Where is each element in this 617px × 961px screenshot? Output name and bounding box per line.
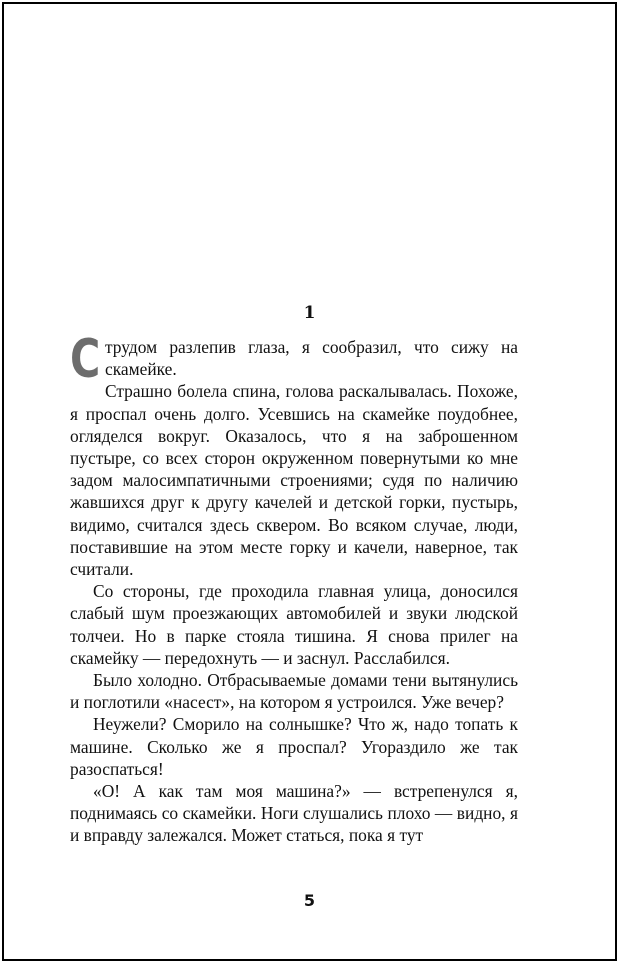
page-number: 5: [303, 891, 316, 910]
paragraph-3: Со стороны, где проходила главная улица, доносился слабый шум проезжающих автомобилей и звуки людской толчеи. Но в парке стояла тишина. Я снова прилег на скамейку — передохнуть — и заснул. Расслабился.: [70, 581, 518, 668]
book-page: [2, 2, 617, 961]
paragraph-2: Страшно болела спина, голова раскалывалась. Похоже, я проспал очень долго. Усевшись на скамейке поудобнее, огляделся вокруг. Оказалось, что я на заброшенном пустыре, со всех сторон окруженном повернутыми ко мне задом малосимпатичными строениями; судя по наличию жавшихся друг к другу качелей и детской горки, пустырь, видимо, считался здесь сквером. Во всяком случае, люди, поставившие на этом месте горку и качели, наверное, так считали.: [70, 381, 518, 580]
drop-cap: С: [70, 329, 101, 390]
paragraph-4: Было холодно. Отбрасываемые домами тени вытянулись и поглотили «насест», на котором я устроился. Уже вечер?: [70, 670, 518, 713]
body-text: [70, 329, 518, 847]
paragraph-1-text: трудом разлепив глаза, я сообразил, что сижу на скамейке.: [105, 337, 518, 380]
chapter-number: 1: [303, 303, 316, 323]
paragraph-1: [70, 329, 518, 390]
paragraph-6: «О! А как там моя машина?» — встрепенулся я, поднимаясь со скамейки. Ноги слушались плохо — видно, я и вправду залежался. Может статься, пока я тут: [70, 781, 518, 846]
paragraph-5: Неужели? Сморило на солнышке? Что ж, надо топать к машине. Сколько же я проспал? Угораздило же так разоспаться!: [70, 714, 518, 779]
